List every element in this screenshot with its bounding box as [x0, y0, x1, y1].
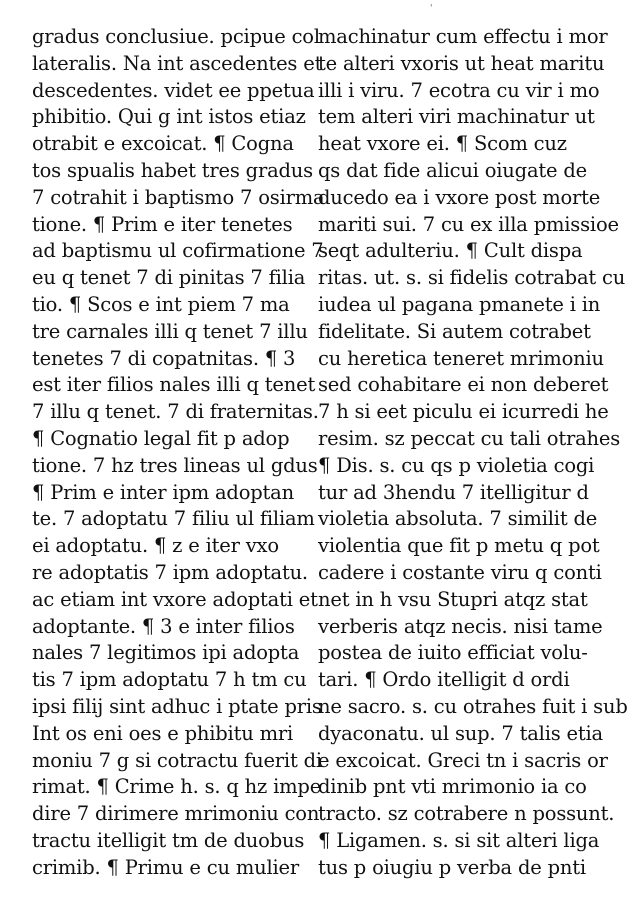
text-line: tenetes 7 di copatnitas. ¶ 3: [32, 346, 296, 370]
text-line: ¶ Prim e inter ipm adoptan: [32, 480, 294, 504]
text-line: lateralis. Na int ascedentes et: [32, 51, 323, 75]
text-line: dinib pnt vti mrimonio ia co: [318, 775, 587, 799]
text-line: cu heretica teneret mrimoniu: [318, 346, 604, 370]
left-text-column: [32, 24, 325, 882]
text-line: tis 7 ipm adoptatu 7 h tm cu: [32, 668, 307, 692]
text-line: ne sacro. s. cu otrahes fuit i sub: [318, 694, 628, 718]
text-line: ac etiam int vxore adoptati et: [32, 587, 318, 611]
text-line: est iter filios nales illi q tenet: [32, 373, 316, 397]
text-line: rimat. ¶ Crime h. s. q hz impe: [32, 775, 322, 799]
text-line: cadere i costante viru q conti: [318, 560, 602, 584]
text-line: iudea ul pagana pmanete i in: [318, 292, 601, 316]
text-line: adoptante. ¶ 3 e inter filios: [32, 614, 295, 638]
text-line: tractu itelligit tm de duobus: [32, 828, 305, 852]
text-line: descedentes. videt ee ppetua: [32, 78, 315, 102]
text-line: resim. sz peccat cu tali otrahes: [318, 426, 621, 450]
text-line: crimib. ¶ Primu e cu mulier: [32, 855, 300, 879]
text-line: violetia absoluta. 7 similit de: [318, 507, 598, 531]
text-line: tre carnales illi q tenet 7 illu: [32, 319, 308, 343]
text-line: tio. ¶ Scos e int piem 7 ma: [32, 292, 290, 316]
text-line: te alteri vxoris ut heat maritu: [318, 51, 605, 75]
text-line: nales 7 legitimos ipi adopta: [32, 641, 300, 665]
right-text-column: [318, 24, 628, 882]
text-line: tione. 7 hz tres lineas ul gdus: [32, 453, 318, 477]
text-line: seqt adulteriu. ¶ Cult dispa: [318, 239, 583, 263]
text-line: ¶ Cognatio legal fit p adop: [32, 426, 290, 450]
text-line: phibitio. Qui g int istos etiaz: [32, 105, 306, 129]
text-line: violentia que fit p metu q pot: [318, 534, 600, 558]
text-line: te. 7 adoptatu 7 filiu ul filiam: [32, 507, 315, 531]
text-line: ritas. ut. s. si fidelis cotrabat cu: [318, 266, 626, 290]
text-line: tur ad 3hendu 7 itelligitur d: [318, 480, 589, 504]
text-line: Int os eni oes e phibitu mri: [32, 721, 294, 745]
text-line: tione. ¶ Prim e iter tenetes: [32, 212, 293, 236]
text-line: 7 cotrahit i baptismo 7 osirma: [32, 185, 325, 209]
text-line: eu q tenet 7 di pinitas 7 filia: [32, 266, 306, 290]
text-line: otrabit e excoicat. ¶ Cogna: [32, 132, 294, 156]
page-mark: ': [430, 4, 433, 14]
text-line: qs dat fide alicui oiugate de: [318, 158, 587, 182]
text-line: verberis atqz necis. nisi tame: [318, 614, 603, 638]
text-line: ¶ Ligamen. s. si sit alteri liga: [318, 828, 600, 852]
text-line: heat vxore ei. ¶ Scom cuz: [318, 132, 567, 156]
text-line: tem alteri viri machinatur ut: [318, 105, 595, 129]
text-line: tracto. sz cotrabere n possunt.: [318, 802, 615, 826]
text-line: ipsi filij sint adhuc i ptate pris: [32, 694, 322, 718]
text-line: 7 illu q tenet. 7 di fraternitas.: [32, 400, 319, 424]
text-line: ad baptismu ul cofirmatione 7: [32, 239, 324, 263]
text-line: 7 h si eet piculu ei icurredi he: [318, 400, 609, 424]
text-line: net in h vsu Stupri atqz stat: [318, 587, 588, 611]
text-line: machinatur cum effectu i mor: [318, 25, 608, 48]
text-line: ¶ Dis. s. cu qs p violetia cogi: [318, 453, 595, 477]
text-line: ei adoptatu. ¶ z e iter vxo: [32, 534, 279, 558]
text-line: postea de iuito efficiat volu-: [318, 641, 588, 665]
text-line: tari. ¶ Ordo itelligit d ordi: [318, 668, 570, 692]
text-line: tus p oiugiu p verba de pnti: [318, 855, 586, 879]
text-line: e excoicat. Greci tn i sacris or: [318, 748, 608, 772]
text-line: gradus conclusiue. pcipue col: [32, 25, 320, 48]
text-line: fidelitate. Si autem cotrabet: [318, 319, 591, 343]
text-line: illi i viru. 7 ecotra cu vir i mo: [318, 78, 600, 102]
text-line: sed cohabitare ei non deberet: [318, 373, 609, 397]
text-line: moniu 7 g si cotractu fuerit di: [32, 748, 322, 772]
text-line: tos spualis habet tres gradus: [32, 158, 313, 182]
text-line: dyaconatu. ul sup. 7 talis etia: [318, 721, 603, 745]
text-line: dire 7 dirimere mrimoniu con: [32, 802, 320, 826]
text-line: mariti sui. 7 cu ex illa pmissioe: [318, 212, 619, 236]
text-line: re adoptatis 7 ipm adoptatu.: [32, 560, 308, 584]
text-line: ducedo ea i vxore post morte: [318, 185, 601, 209]
